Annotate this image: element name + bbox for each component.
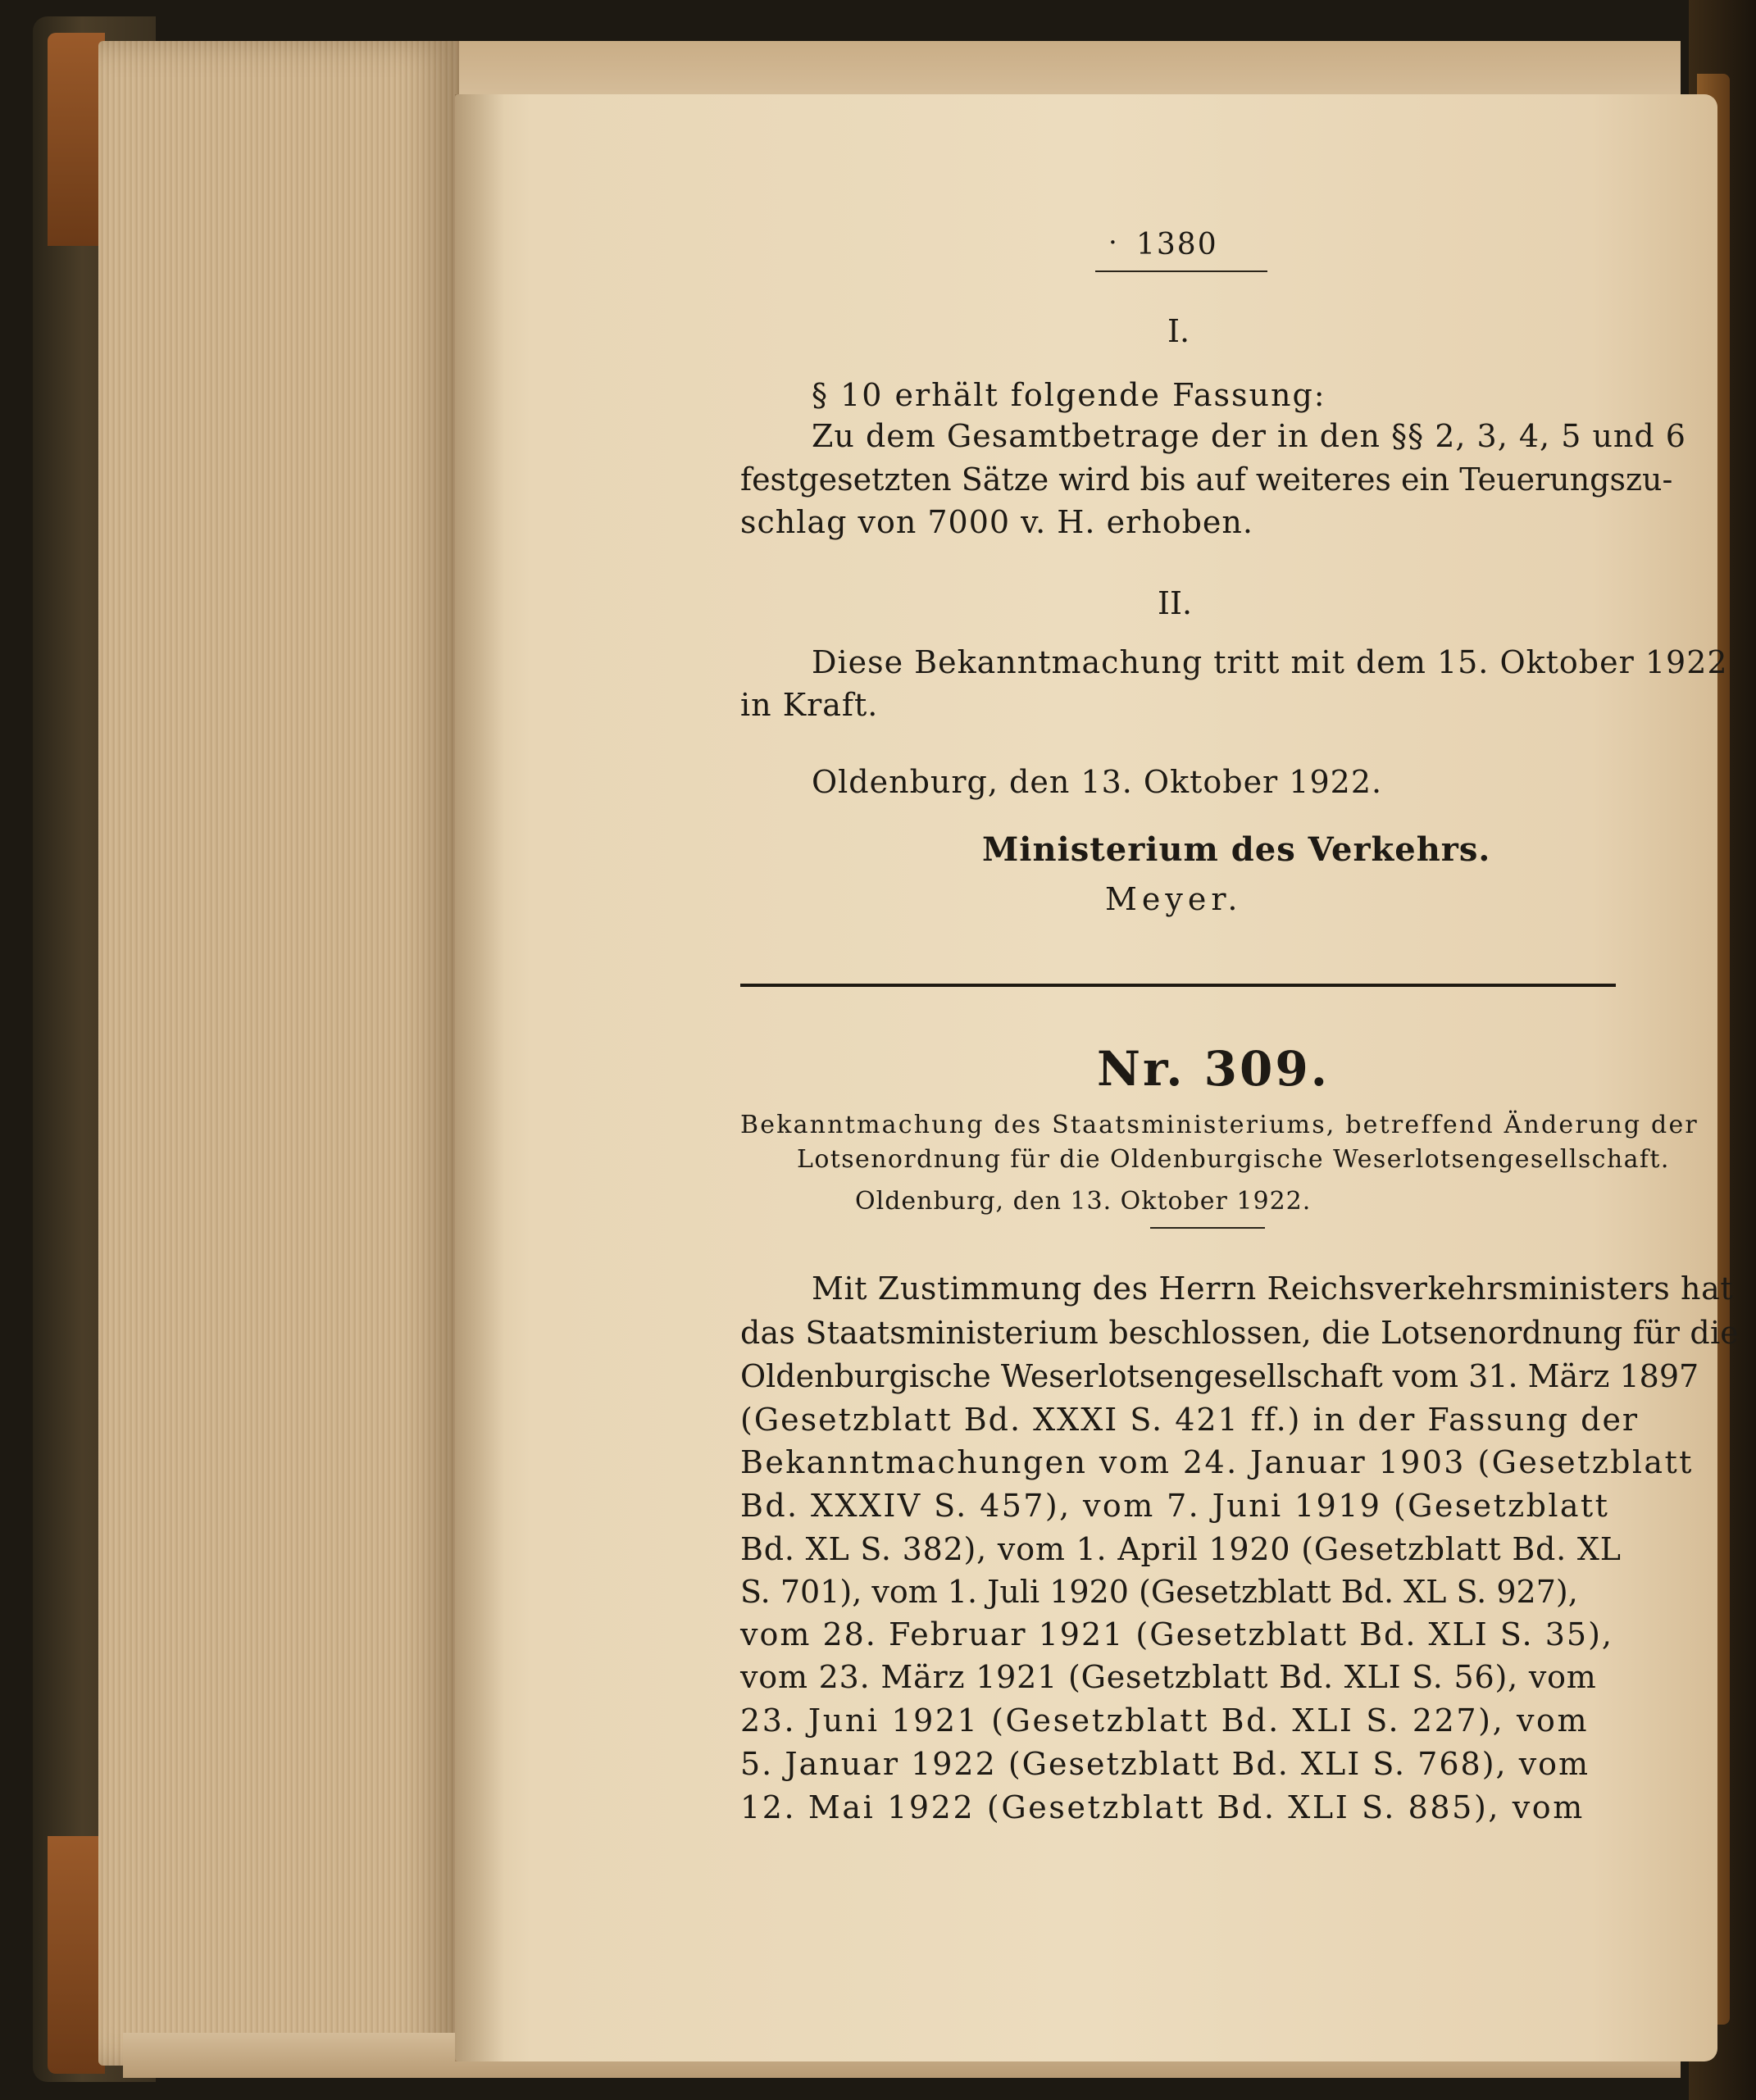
notice-caption-line-1: Bekanntmachung des Staatsministeriums, betreffend Änderung der [740,1111,1699,1139]
section-2-line-1: Diese Bekanntmachung tritt mit dem 15. Oktober 1922 [812,644,1728,680]
signature: Meyer. [1105,881,1243,917]
section-1-line-4: schlag von 7000 v. H. erhoben. [740,504,1253,540]
notice-caption-date: Oldenburg, den 13. Oktober 1922. [855,1187,1312,1216]
notice-body-line-5: Bekanntmachungen vom 24. Januar 1903 (Gesetzblatt [740,1444,1694,1480]
notice-body-line-1: Mit Zustimmung des Herrn Reichsverkehrsministers hat [812,1270,1734,1307]
notice-body-line-6: Bd. XXXIV S. 457), vom 7. Juni 1919 (Gesetzblatt [740,1488,1610,1524]
notice-body-line-10: vom 23. März 1921 (Gesetzblatt Bd. XLI S. 56), vom [740,1659,1597,1695]
ministry-name: Ministerium des Verkehrs. [982,830,1491,869]
section-1-line-3: festgesetzten Sätze wird bis auf weiteres ein Teuerungszu- [740,461,1673,498]
caption-rule [1150,1227,1265,1229]
page-number: 1380 [1136,228,1218,261]
page-block-stack [98,41,459,2066]
section-1-line-2: Zu dem Gesamtbetrage der in den §§ 2, 3, 4, 5 und 6 [812,418,1686,454]
notice-body-line-11: 23. Juni 1921 (Gesetzblatt Bd. XLI S. 227), vom [740,1702,1590,1739]
section-2-line-2: in Kraft. [740,687,879,723]
notice-body-line-9: vom 28. Februar 1921 (Gesetzblatt Bd. XLI S. 35), [740,1616,1613,1652]
notice-number: Nr. 309. [1097,1041,1330,1097]
section-1-heading: I. [1167,313,1190,349]
leather-corner-top [48,33,105,246]
section-1-line-1: § 10 erhält folgende Fassung: [812,377,1326,413]
place-date: Oldenburg, den 13. Oktober 1922. [812,764,1383,800]
notice-body-line-8: S. 701), vom 1. Juli 1920 (Gesetzblatt Bd. XL S. 927), [740,1574,1578,1610]
notice-body-line-12: 5. Januar 1922 (Gesetzblatt Bd. XLI S. 768), vom [740,1746,1590,1782]
notice-body-line-3: Oldenburgische Weserlotsengesellschaft vom 31. März 1897 [740,1358,1699,1394]
gutter-shadow [455,94,504,2061]
page-number-mark: · [1108,226,1117,259]
notice-body-line-2: das Staatsministerium beschlossen, die Lotsenordnung für die [740,1315,1739,1351]
leather-corner-bottom [48,1836,105,2074]
notice-body-line-13: 12. Mai 1922 (Gesetzblatt Bd. XLI S. 885), vom [740,1789,1585,1825]
section-2-heading: II. [1158,585,1193,621]
notice-body-line-7: Bd. XL S. 382), vom 1. April 1920 (Gesetzblatt Bd. XL [740,1531,1622,1567]
page-number-rule [1095,270,1267,272]
section-divider [740,984,1616,987]
notice-body-line-4: (Gesetzblatt Bd. XXXI S. 421 ff.) in der Fassung der [740,1402,1640,1438]
notice-caption-line-2: Lotsenordnung für die Oldenburgische Weserlotsengesellschaft. [797,1145,1670,1174]
